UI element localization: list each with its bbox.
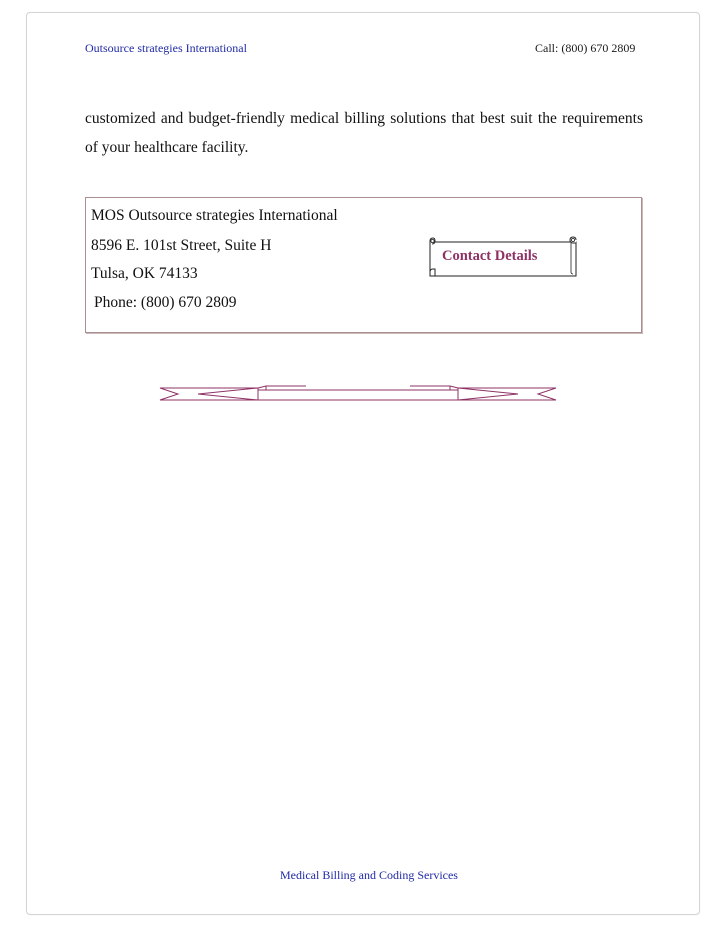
body-paragraph: customized and budget-friendly medical billing solutions that best suit the requirements of your healthcare facility. [85,110,643,156]
contact-phone: Phone: (800) 670 2809 [94,294,237,311]
contact-street: 8596 E. 101st Street, Suite H [91,237,272,254]
footer-text: Medical Billing and Coding Services [280,868,458,882]
contact-details-banner-label: Contact Details [442,248,538,264]
header-phone: Call: (800) 670 2809 [535,41,636,55]
contact-company: MOS Outsource strategies International [91,207,338,224]
contact-city: Tulsa, OK 74133 [91,265,198,282]
ribbon-divider [158,384,558,404]
header-company: Outsource strategies International [85,41,247,55]
